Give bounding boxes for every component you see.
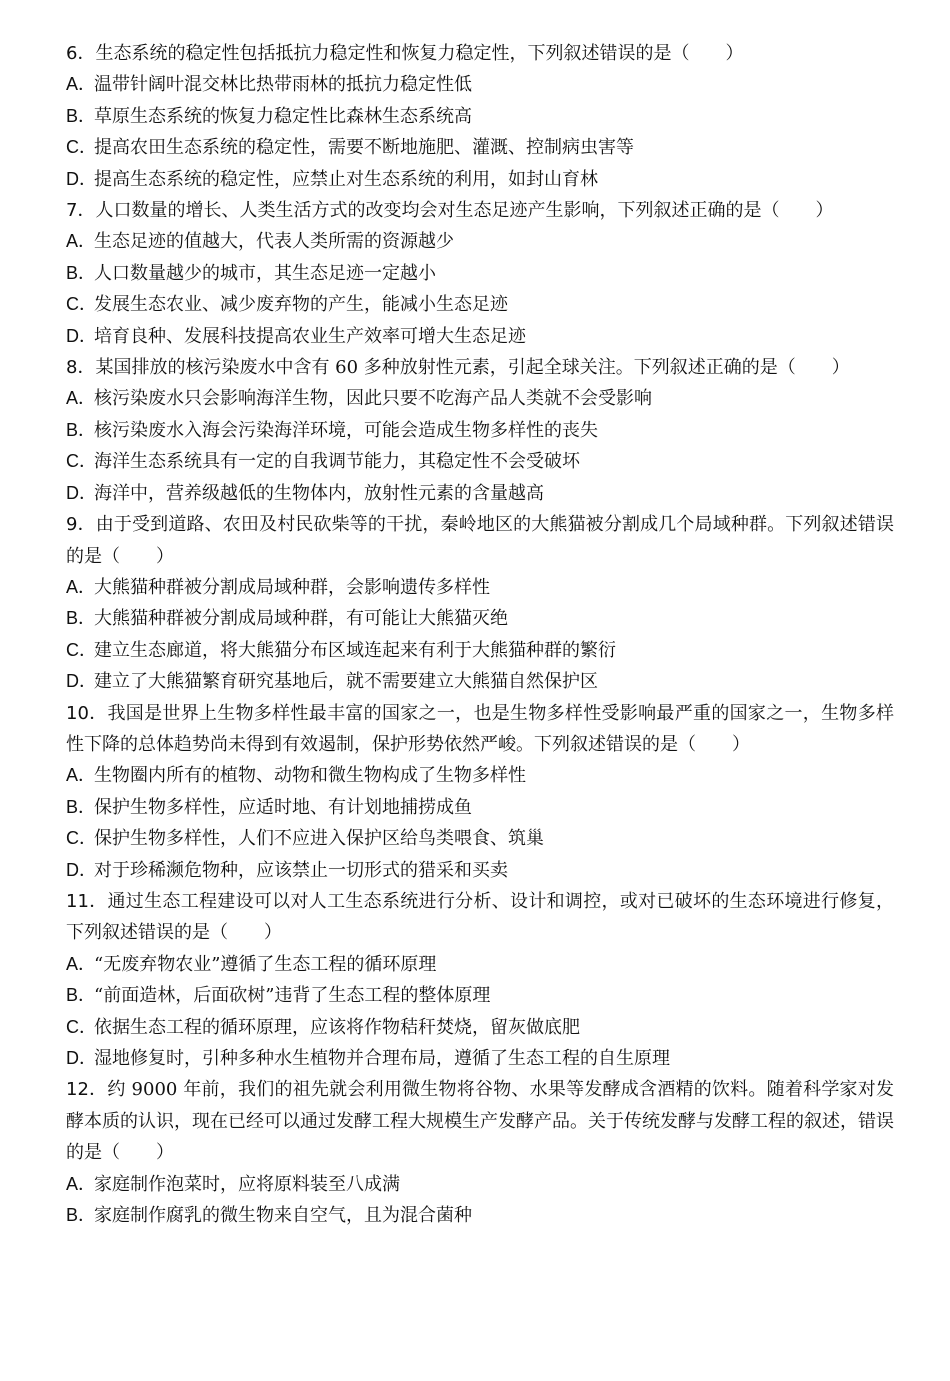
question-number: 11． <box>66 890 108 912</box>
option-letter: D． <box>66 859 97 880</box>
option-text: “无废弃物农业”遵循了生态工程的循环原理 <box>94 953 437 975</box>
question-stem <box>66 195 894 226</box>
option-list <box>66 383 894 509</box>
option-text: 核污染废水只会影响海洋生物，因此只要不吃海产品人类就不会受影响 <box>94 388 652 410</box>
option-letter: A． <box>66 576 97 597</box>
option-letter: C． <box>66 828 97 849</box>
option-item <box>66 258 894 289</box>
option-letter: D． <box>66 168 97 189</box>
option-item <box>66 289 894 320</box>
option-text: 提高农田生态系统的稳定性，需要不断地施肥、灌溉、控制病虫害等 <box>94 137 634 159</box>
question-text: 约 9000 年前，我们的祖先就会利用微生物将谷物、水果等发酵成含酒精的饮料。随着科学家对发酵本质的认识，现在已经可以通过发酵工程大规模生产发酵产品。关于传统发酵与发酵工程的叙述，错误的是（ ） <box>66 1079 895 1164</box>
option-text: 依据生态工程的循环原理，应该将作物秸秆焚烧，留灰做底肥 <box>94 1016 580 1038</box>
option-letter: B． <box>66 796 97 817</box>
option-letter: B． <box>66 262 97 283</box>
question-stem <box>66 886 894 949</box>
option-item <box>66 1169 894 1200</box>
option-text: 家庭制作腐乳的微生物来自空气，且为混合菌种 <box>94 1205 472 1227</box>
option-letter: B． <box>66 419 97 440</box>
option-text: 核污染废水入海会污染海洋环境，可能会造成生物多样性的丧失 <box>94 419 598 441</box>
option-item <box>66 132 894 163</box>
question-5 <box>66 886 894 1074</box>
option-item <box>66 415 894 446</box>
option-letter: A． <box>66 74 97 95</box>
question-4 <box>66 698 894 886</box>
question-3 <box>66 509 894 697</box>
option-item <box>66 980 894 1011</box>
option-letter: C． <box>66 1016 97 1037</box>
option-text: 大熊猫种群被分割成局域种群，会影响遗传多样性 <box>94 576 490 598</box>
option-list <box>66 1169 894 1232</box>
option-list <box>66 949 894 1075</box>
option-letter: D． <box>66 325 97 346</box>
option-letter: A． <box>66 231 97 252</box>
question-text: 我国是世界上生物多样性最丰富的国家之一，也是生物多样性受影响最严重的国家之一，生物多样性下降的总体趋势尚未得到有效遏制，保护形势依然严峻。下列叙述错误的是（ ） <box>66 702 894 755</box>
option-letter: C． <box>66 451 97 472</box>
question-stem <box>66 1074 894 1168</box>
question-0 <box>66 38 894 195</box>
option-text: 发展生态农业、减少废弃物的产生，能减小生态足迹 <box>94 294 508 316</box>
question-2 <box>66 352 894 509</box>
option-text: “前面造林，后面砍树”违背了生态工程的整体原理 <box>94 985 491 1007</box>
question-6 <box>66 1074 894 1231</box>
question-stem <box>66 509 894 572</box>
option-letter: B． <box>66 608 97 629</box>
question-number: 12． <box>66 1079 108 1101</box>
option-text: 海洋生态系统具有一定的自我调节能力，其稳定性不会受破坏 <box>94 451 580 473</box>
option-text: 建立了大熊猫繁育研究基地后，就不需要建立大熊猫自然保护区 <box>94 671 598 693</box>
option-item <box>66 1043 894 1074</box>
option-item <box>66 635 894 666</box>
option-item <box>66 855 894 886</box>
exam-page <box>66 38 894 1231</box>
option-text: 保护生物多样性，人们不应进入保护区给鸟类喂食、筑巢 <box>94 828 544 850</box>
option-letter: A． <box>66 765 97 786</box>
option-text: 大熊猫种群被分割成局域种群，有可能让大熊猫灭绝 <box>94 608 508 630</box>
option-list <box>66 572 894 698</box>
option-text: 草原生态系统的恢复力稳定性比森林生态系统高 <box>94 105 472 127</box>
option-item <box>66 446 894 477</box>
option-text: 海洋中，营养级越低的生物体内，放射性元素的含量越高 <box>94 482 544 504</box>
option-item <box>66 666 894 697</box>
question-number: 8． <box>66 357 96 379</box>
option-letter: D． <box>66 1048 97 1068</box>
question-number: 10． <box>66 702 108 724</box>
option-item <box>66 823 894 854</box>
option-item <box>66 1200 894 1231</box>
option-item <box>66 69 894 100</box>
question-text: 由于受到道路、农田及村民砍柴等的干扰，秦岭地区的大熊猫被分割成几个局域种群。下列叙述错误的是（ ） <box>66 514 895 567</box>
option-letter: C． <box>66 137 97 158</box>
option-item <box>66 572 894 603</box>
option-text: 建立生态廊道，将大熊猫分布区域连起来有利于大熊猫种群的繁衍 <box>94 639 616 661</box>
option-item <box>66 603 894 634</box>
question-text: 通过生态工程建设可以对人工生态系统进行分析、设计和调控，或对已破坏的生态环境进行修复，下列叙述错误的是（ ） <box>66 890 894 944</box>
option-item <box>66 164 894 195</box>
option-letter: B． <box>66 1205 97 1226</box>
option-item <box>66 1012 894 1043</box>
option-text: 保护生物多样性，应适时地、有计划地捕捞成鱼 <box>94 796 472 818</box>
option-letter: B． <box>66 985 97 1006</box>
option-text: 湿地修复时，引种多种水生植物并合理布局，遵循了生态工程的自生原理 <box>94 1048 670 1069</box>
question-stem <box>66 352 894 383</box>
option-list <box>66 226 894 352</box>
question-number: 6． <box>66 43 96 64</box>
option-item <box>66 101 894 132</box>
option-item <box>66 226 894 257</box>
option-letter: D． <box>66 671 97 692</box>
question-stem <box>66 38 894 69</box>
option-item <box>66 949 894 980</box>
option-item <box>66 792 894 823</box>
option-text: 生物圈内所有的植物、动物和微生物构成了生物多样性 <box>94 765 526 787</box>
option-text: 家庭制作泡菜时，应将原料装至八成满 <box>94 1173 400 1195</box>
option-item <box>66 478 894 509</box>
option-letter: C． <box>66 294 97 315</box>
option-item <box>66 321 894 352</box>
option-letter: A． <box>66 953 97 974</box>
option-letter: C． <box>66 639 97 660</box>
option-letter: A． <box>66 388 97 409</box>
option-letter: A． <box>66 1173 97 1194</box>
option-text: 对于珍稀濒危物种，应该禁止一切形式的猎采和买卖 <box>94 859 508 881</box>
option-letter: B． <box>66 105 97 126</box>
question-text: 生态系统的稳定性包括抵抗力稳定性和恢复力稳定性，下列叙述错误的是（ ） <box>95 43 744 64</box>
option-text: 温带针阔叶混交林比热带雨林的抵抗力稳定性低 <box>94 74 472 96</box>
option-text: 人口数量越少的城市，其生态足迹一定越小 <box>94 262 436 284</box>
question-stem <box>66 698 894 761</box>
question-text: 人口数量的增长、人类生活方式的改变均会对生态足迹产生影响，下列叙述正确的是（ ） <box>95 200 834 222</box>
option-text: 培育良种、发展科技提高农业生产效率可增大生态足迹 <box>94 325 526 347</box>
option-item <box>66 383 894 414</box>
option-text: 提高生态系统的稳定性，应禁止对生态系统的利用，如封山育林 <box>94 168 598 190</box>
question-1 <box>66 195 894 352</box>
option-text: 生态足迹的值越大，代表人类所需的资源越少 <box>94 231 454 253</box>
question-text: 某国排放的核污染废水中含有 60 多种放射性元素，引起全球关注。下列叙述正确的是（ ） <box>95 357 850 379</box>
option-list <box>66 69 894 195</box>
option-letter: D． <box>66 482 97 503</box>
question-number: 7． <box>66 200 96 222</box>
question-number: 9． <box>66 514 96 536</box>
option-item <box>66 760 894 791</box>
option-list <box>66 760 894 886</box>
